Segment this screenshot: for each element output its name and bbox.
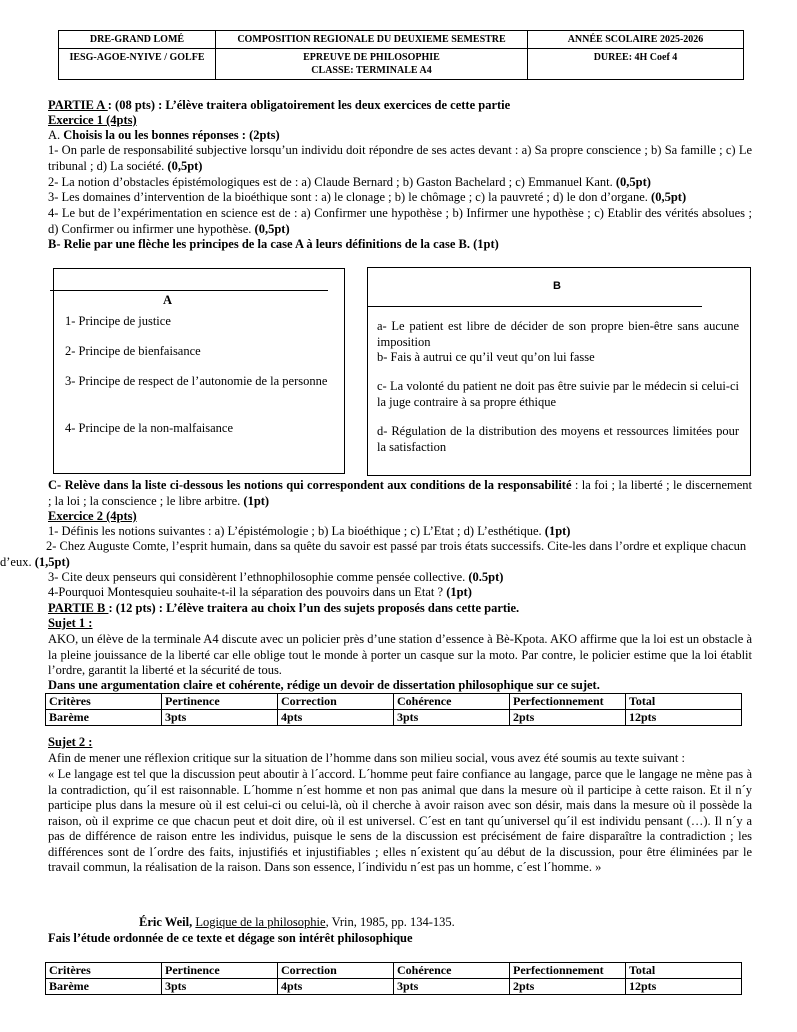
grading-coherence-header: Cohérence bbox=[394, 694, 510, 710]
subject-2-reference bbox=[139, 915, 455, 930]
grading-coherence-header: Cohérence bbox=[394, 963, 510, 979]
subject-1-text: AKO, un élève de la terminale A4 discute avec un policier près d’une station d’essence à Bè-Kpota. AKO affirme que la loi est un obstacle à la pleine jouissance de la liberté car elle oblige tout le monde à porter un casque sur la moto. Par contre, le policier estime que la loi établit l’ordre, garantit la liberté et la sécurité de tous. bbox=[48, 632, 752, 677]
question-4-points: (0,5pt) bbox=[254, 221, 290, 236]
grading-correction-header: Correction bbox=[278, 694, 394, 710]
question-4 bbox=[48, 206, 752, 237]
question-c bbox=[48, 478, 752, 509]
exercise-2-q4 bbox=[48, 585, 472, 600]
grading-perfectionnement-points: 2pts bbox=[510, 979, 626, 995]
grading-perfectionnement-header: Perfectionnement bbox=[510, 963, 626, 979]
grading-pertinence-points: 3pts bbox=[162, 710, 278, 726]
question-a-text: Choisis la ou les bonnes réponses : (2pts) bbox=[63, 128, 280, 142]
grading-total-header: Total bbox=[626, 694, 742, 710]
question-4-text: 4- Le but de l’expérimentation en science est de : a) Confirmer une hypothèse ; b) Infirmer une hypothèse ; c) Etablir des vérités absolues ; d) Confirmer ou infirmer une hypothèse. bbox=[48, 206, 752, 236]
grading-pertinence-header: Pertinence bbox=[162, 963, 278, 979]
box-b-title: B bbox=[553, 280, 561, 292]
part-a-instruction: : (08 pts) : L’élève traitera obligatoirement les deux exercices de cette partie bbox=[107, 98, 511, 112]
grading-bareme-label: Barème bbox=[46, 979, 162, 995]
exercise-2-q1-points: (1pt) bbox=[544, 524, 571, 538]
box-a-item-1: 1- Principe de justice bbox=[65, 314, 171, 328]
question-3-text: 3- Les domaines d’intervention de la bioéthique sont : a) le clonage ; b) le chômage ; c) la pauvreté ; d) le don d’organe. bbox=[48, 190, 652, 204]
exercise-2-q1-text: 1- Définis les notions suivantes : a) L’épistémologie ; b) La bioéthique ; c) L’Etat ; d) L’esthétique. bbox=[48, 524, 545, 538]
box-a-title: A bbox=[163, 293, 173, 307]
box-a-item-4: 4- Principe de la non-malfaisance bbox=[65, 421, 233, 435]
exercise-2-q1 bbox=[48, 524, 570, 539]
exercise-2-q3-text: 3- Cite deux penseurs qui considèrent l’ethnophilosophie comme pensée collective. bbox=[48, 570, 469, 584]
question-2 bbox=[48, 175, 752, 191]
grading-pertinence-points: 3pts bbox=[162, 979, 278, 995]
part-a-title bbox=[48, 98, 510, 113]
box-a-divider bbox=[50, 290, 328, 291]
header-school: IESG-AGOE-NYIVE / GOLFE bbox=[59, 49, 216, 80]
grading-criteria-header: Critères bbox=[46, 694, 162, 710]
grading-coherence-points: 3pts bbox=[394, 979, 510, 995]
grading-criteria-header: Critères bbox=[46, 963, 162, 979]
grading-table-1 bbox=[45, 693, 742, 726]
quote-edition: , Vrin, 1985, pp. 134-135. bbox=[325, 915, 455, 929]
quote-author: Éric Weil, bbox=[139, 915, 196, 929]
question-a bbox=[48, 128, 280, 143]
question-a-prefix: A. bbox=[48, 128, 64, 142]
exercise-2-q2 bbox=[0, 539, 778, 570]
header-school-year: ANNÉE SCOLAIRE 2025-2026 bbox=[528, 31, 744, 49]
grading-total-points: 12pts bbox=[626, 979, 742, 995]
box-a-item-2: 2- Principe de bienfaisance bbox=[65, 344, 201, 358]
grading-table-2 bbox=[45, 962, 742, 995]
header-class: CLASSE: TERMINALE A4 bbox=[311, 65, 432, 76]
exercise-2-q2-text: 2- Chez Auguste Comte, l’esprit humain, dans sa quête du savoir est passé par trois états successifs. Cite-les dans l’ordre et explique chacun d’eux. bbox=[0, 539, 747, 569]
question-2-points: (0,5pt) bbox=[615, 175, 651, 189]
grading-pertinence-header: Pertinence bbox=[162, 694, 278, 710]
question-2-text: 2- La notion d’obstacles épistémologiques est de : a) Claude Bernard ; b) Gaston Bachelard ; c) Emmanuel Kant. bbox=[48, 175, 616, 189]
subject-2-quote: « Le langage est tel que la discussion peut aboutir à l´accord. L´homme peut faire confiance au langage, parce que le langage ne mène pas à la contradiction, qu´il est raisonnable. L´homme n´est homme et non pas animal que dans la mesure où il participe à cette raison. Et il n´y participe plus dans la mesure où il est celui-ci ou celui-là, où il cherche à avoir raison avec son désir, mais dans la mesure où il possède la raison, où il exprime ce que chacun peut et doit dire, où il est universel. C´est en tant qu´universel qu´il est individu pensant (…). Il n´y a pas de différence de raison entre les individus, puisque le sens de la discussion est précisément de faire disparaître la contradiction ; les différences sont de l´ordre des faits, injustifiés et injustifiables ; elles n´existent qu´au début de la discussion, pour être éliminées par le travail commun, la réalisation de la raison. Dans son essence, l´individu n´est pas un homme, c´est l´homme. » bbox=[48, 767, 752, 874]
header-subject: EPREUVE DE PHILOSOPHIE bbox=[303, 52, 440, 63]
subject-2-intro: Afin de mener une réflexion critique sur la situation de l’homme dans son milieu social, vous avez été soumis au texte suivant : bbox=[48, 751, 685, 765]
question-3-points: (0,5pt) bbox=[651, 190, 687, 204]
header-composition: COMPOSITION REGIONALE DU DEUXIEME SEMESTRE bbox=[216, 31, 528, 49]
exercise-2-q4-points: (1pt) bbox=[446, 585, 472, 599]
grading-perfectionnement-points: 2pts bbox=[510, 710, 626, 726]
subject-2-title: Sujet 2 : bbox=[48, 735, 93, 749]
grading-correction-header: Correction bbox=[278, 963, 394, 979]
box-b-item-c: c- La volonté du patient ne doit pas être suivie par le médecin si celui-ci la juge contraire à sa propre éthique bbox=[377, 379, 739, 409]
quote-book: Logique de la philosophie bbox=[195, 915, 326, 929]
box-a-item-3: 3- Principe de respect de l’autonomie de la personne bbox=[65, 374, 328, 388]
box-b-item-b: b- Fais à autrui ce qu’il veut qu’on lui fasse bbox=[377, 350, 595, 364]
exercise-2-q3 bbox=[48, 570, 503, 585]
exercise-2-q3-points: (0.5pt) bbox=[468, 570, 504, 584]
header-exam bbox=[216, 49, 528, 80]
exercise-1-title: Exercice 1 (4pts) bbox=[48, 113, 137, 127]
grading-coherence-points: 3pts bbox=[394, 710, 510, 726]
grading-correction-points: 4pts bbox=[278, 979, 394, 995]
part-a-label: PARTIE A bbox=[48, 98, 108, 112]
grading-bareme-label: Barème bbox=[46, 710, 162, 726]
question-3 bbox=[48, 190, 752, 206]
box-a bbox=[53, 268, 345, 474]
header-dre: DRE-GRAND LOMÉ bbox=[59, 31, 216, 49]
grading-total-points: 12pts bbox=[626, 710, 742, 726]
header-duration: DUREE: 4H Coef 4 bbox=[528, 49, 744, 80]
grading-total-header: Total bbox=[626, 963, 742, 979]
part-b-title bbox=[48, 601, 519, 616]
question-1 bbox=[48, 143, 752, 174]
question-c-points: (1pt) bbox=[243, 493, 270, 508]
question-c-list: : la foi ; la liberté ; le discernement ; la loi ; la conscience ; le libre arbitre. bbox=[48, 478, 753, 508]
box-b-item-d: d- Régulation de la distribution des moyens et ressources limitées pour la satisfaction bbox=[377, 424, 739, 454]
subject-2-instruction: Fais l’étude ordonnée de ce texte et dégage son intérêt philosophique bbox=[48, 931, 413, 945]
grading-correction-points: 4pts bbox=[278, 710, 394, 726]
exercise-2-q2-points: (1,5pt) bbox=[34, 554, 70, 569]
question-b: B- Relie par une flèche les principes de la case A à leurs définitions de la case B. (1pt) bbox=[48, 237, 499, 251]
part-b-instruction: : (12 pts) : L’élève traitera au choix l’un des sujets proposés dans cette partie. bbox=[108, 601, 520, 615]
question-1-points: (0,5pt) bbox=[167, 158, 203, 173]
question-1-text: 1- On parle de responsabilité subjective lorsqu’un individu doit répondre de ses actes devant : a) Sa propre conscience ; b) Sa famille ; c) Le tribunal ; d) La société. bbox=[48, 143, 752, 173]
header-table bbox=[58, 30, 744, 80]
question-c-prompt: C- Relève dans la liste ci-dessous les notions qui correspondent aux conditions de la responsabilité bbox=[48, 478, 572, 492]
box-b-item-a: a- Le patient est libre de décider de son propre bien-être sans aucune imposition bbox=[377, 319, 739, 349]
subject-1-instruction: Dans une argumentation claire et cohérente, rédige un devoir de dissertation philosophique sur ce sujet. bbox=[48, 678, 600, 692]
box-b-divider bbox=[368, 306, 702, 307]
grading-perfectionnement-header: Perfectionnement bbox=[510, 694, 626, 710]
exercise-2-q4-text: 4-Pourquoi Montesquieu souhaite-t-il la séparation des pouvoirs dans un Etat ? bbox=[48, 585, 447, 599]
subject-1-title: Sujet 1 : bbox=[48, 616, 93, 630]
part-b-label: PARTIE B bbox=[48, 601, 109, 615]
exercise-2-title: Exercice 2 (4pts) bbox=[48, 509, 137, 523]
